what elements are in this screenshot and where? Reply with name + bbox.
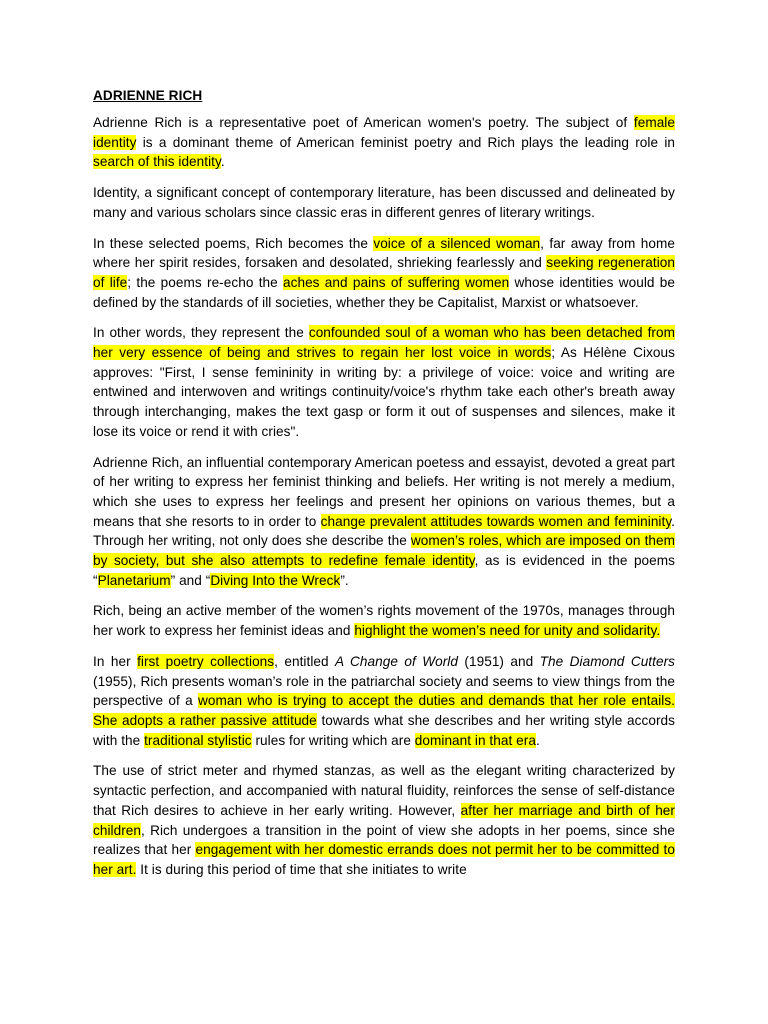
- document-title: ADRIENNE RICH: [93, 88, 203, 103]
- text-run: Rich, being an active member of the women’s rights movement of the 1970s, manages through her work to express her feminist ideas and: [93, 603, 675, 639]
- text-run: The use of strict meter and rhymed stanzas, as well as the elegant writing characterized by syntactic perfection, and accompanied with natural fluidity, reinforces the sense of self-distance that Rich desires to achieve in her early writing. However,: [93, 763, 675, 818]
- text-run: ; As Hélène Cixous approves: "First, I sense femininity in writing by: a privilege of voice: voice and writing are entwined and interwoven and writings continuity/voice's rhythm take each other's breath away through interchanging, makes the text gasp or form it out of suspenses and silences, make it lose its voice or rend it with cries".: [93, 345, 675, 439]
- text-run: (1955), Rich presents woman’s role in the patriarchal society and seems to view things from the perspective of a: [93, 673, 675, 709]
- highlighted-text: first poetry collections: [137, 653, 275, 669]
- highlighted-text: change prevalent attitudes towards women and femininity: [320, 513, 672, 529]
- text-run: is a dominant theme of American feminist poetry and Rich plays the leading role in: [136, 134, 675, 150]
- text-run: ” and “: [170, 572, 211, 588]
- highlighted-text: after her marriage and birth of her children: [93, 802, 675, 838]
- text-run: towards what she describes and her writing style accords with the: [93, 712, 675, 748]
- text-run: ”.: [340, 572, 349, 588]
- highlighted-text: Planetarium: [97, 572, 171, 588]
- highlighted-text: woman who is trying to accept the duties and demands that her role entails. She adopts a rather passive attitude: [93, 693, 676, 728]
- italic-title-text: A Change of World: [335, 653, 458, 669]
- paragraph: [93, 761, 675, 879]
- paragraph: [93, 183, 675, 222]
- text-run: . Through her writing, not only does she describe the: [93, 513, 675, 549]
- paragraph: [93, 652, 675, 751]
- highlighted-text: women’s roles, which are imposed on them by society, but she also attempts to redefine female identity: [93, 533, 675, 569]
- text-run: Identity, a significant concept of contemporary literature, has been discussed and delineated by many and various scholars since classic eras in different genres of literary writings.: [93, 185, 675, 220]
- text-run: whose identities would be defined by the standards of ill societies, whether they be Capitalist, Marxist or whatsoever.: [93, 274, 675, 310]
- paragraph: [93, 234, 675, 313]
- highlighted-text: highlight the women’s need for unity and solidarity.: [354, 623, 661, 639]
- text-run: ; the poems re-echo the: [127, 274, 283, 290]
- paragraph: [93, 323, 675, 441]
- highlighted-text: confounded soul of a woman who has been detached from her very essence of being and strives to regain her lost voice in words: [93, 325, 675, 361]
- highlighted-text: search of this identity: [93, 154, 221, 170]
- paragraph: [93, 113, 675, 172]
- text-run: rules for writing which are: [251, 732, 415, 748]
- highlighted-text: aches and pains of suffering women: [283, 274, 510, 290]
- highlighted-text: voice of a silenced woman: [373, 235, 541, 251]
- text-run: In these selected poems, Rich becomes the: [93, 235, 374, 251]
- text-run: Adrienne Rich, an influential contemporary American poetess and essayist, devoted a great part of her writing to express her feminist thinking and beliefs. Her writing is not merely a medium, which she uses to express her feelings and present her opinions on various themes, but a means that she resorts to in order to: [93, 454, 675, 529]
- document-body: [93, 113, 675, 880]
- highlighted-text: Diving Into the Wreck: [210, 572, 341, 588]
- highlighted-text: seeking regeneration of life: [93, 255, 675, 290]
- text-run: (1951) and: [458, 653, 540, 669]
- highlighted-text: dominant in that era: [414, 732, 536, 748]
- text-run: It is during this period of time that she initiates to write: [136, 861, 467, 877]
- highlighted-text: traditional stylistic: [144, 732, 252, 748]
- text-run: , entitled: [274, 653, 336, 669]
- highlighted-text: engagement with her domestic errands does not permit her to be committed to her art.: [93, 842, 675, 877]
- text-run: , as is evidenced in the poems “: [93, 553, 675, 588]
- paragraph: [93, 453, 675, 591]
- text-run: , far away from home where her spirit resides, forsaken and desolated, shrieking fearlessly and: [93, 235, 675, 271]
- text-run: , Rich undergoes a transition in the point of view she adopts in her poems, since she realizes that her: [93, 822, 675, 858]
- italic-title-text: The Diamond Cutters: [539, 653, 675, 669]
- text-run: Adrienne Rich is a representative poet of American women's poetry. The subject of: [93, 115, 634, 130]
- text-run: In her: [93, 653, 138, 669]
- paragraph: [93, 601, 675, 640]
- text-run: .: [220, 154, 225, 170]
- text-run: .: [535, 732, 540, 748]
- text-run: In other words, they represent the: [93, 325, 309, 341]
- highlighted-text: female identity: [93, 115, 675, 150]
